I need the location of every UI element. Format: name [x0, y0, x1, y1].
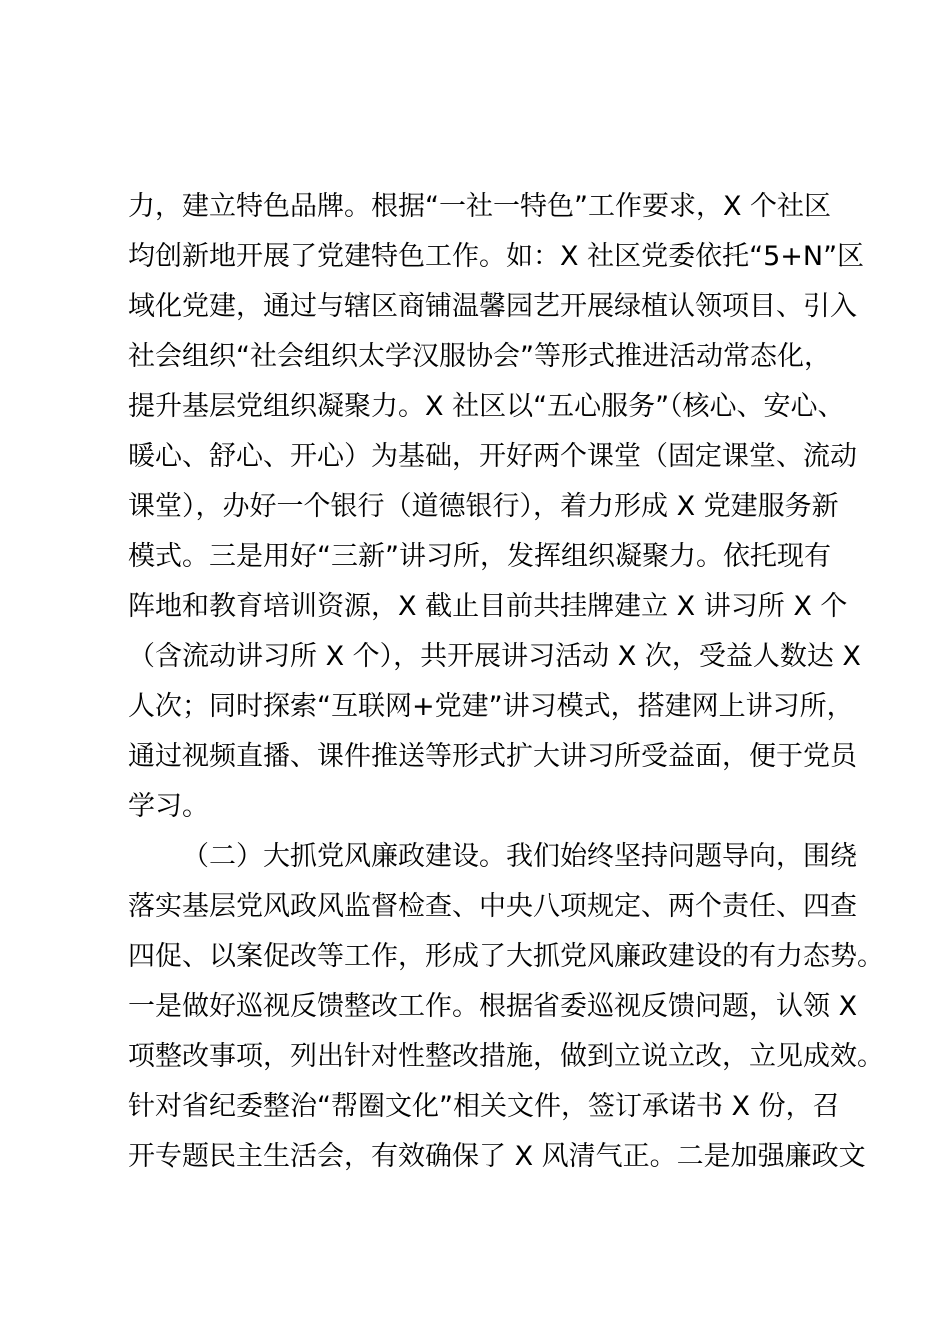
- text-line: 模式。三是用好“三新”讲习所，发挥组织凝聚力。依托现有: [128, 541, 831, 572]
- text-line: 阵地和教育培训资源，X 截止目前共挂牌建立 X 讲习所 X 个: [128, 591, 848, 622]
- text-line: 人次；同时探索“互联网+党建”讲习模式，搭建网上讲习所，: [128, 691, 854, 722]
- text-line: 落实基层党风政风监督检查、中央八项规定、两个责任、四查: [128, 891, 857, 922]
- text-line: 通过视频直播、课件推送等形式扩大讲习所受益面，便于党员: [128, 741, 857, 772]
- text-line: 学习。: [128, 791, 209, 822]
- text-line: 开专题民主生活会，有效确保了 X 风清气正。二是加强廉政文: [128, 1141, 866, 1172]
- section-heading-line: （二）大抓党风廉政建设。我们始终坚持问题导向，围绕: [182, 841, 857, 872]
- text-line: 暖心、舒心、开心）为基础，开好两个课堂（固定课堂、流动: [128, 441, 857, 472]
- text-line: 四促、以案促改等工作，形成了大抓党风廉政建设的有力态势。: [128, 941, 884, 972]
- text-line: 课堂），办好一个银行（道德银行），着力形成 X 党建服务新: [128, 491, 839, 522]
- text-line: 一是做好巡视反馈整改工作。根据省委巡视反馈问题，认领 X: [128, 991, 858, 1022]
- text-line: 域化党建，通过与辖区商铺温馨园艺开展绿植认领项目、引入: [128, 291, 857, 322]
- text-line: 提升基层党组织凝聚力。X 社区以“五心服务”（核心、安心、: [128, 391, 845, 422]
- text-line: 社会组织“社会组织太学汉服协会”等形式推进活动常态化，: [128, 341, 831, 372]
- text-line: （含流动讲习所 X 个），共开展讲习活动 X 次，受益人数达 X: [128, 641, 861, 672]
- text-line: 均创新地开展了党建特色工作。如：X 社区党委依托“5+N”区: [128, 241, 865, 272]
- text-line: 力，建立特色品牌。根据“一社一特色”工作要求，X 个社区: [128, 191, 832, 222]
- text-line: 项整改事项，列出针对性整改措施，做到立说立改，立见成效。: [128, 1041, 884, 1072]
- text-line: 针对省纪委整治“帮圈文化”相关文件，签订承诺书 X 份，召: [128, 1091, 840, 1122]
